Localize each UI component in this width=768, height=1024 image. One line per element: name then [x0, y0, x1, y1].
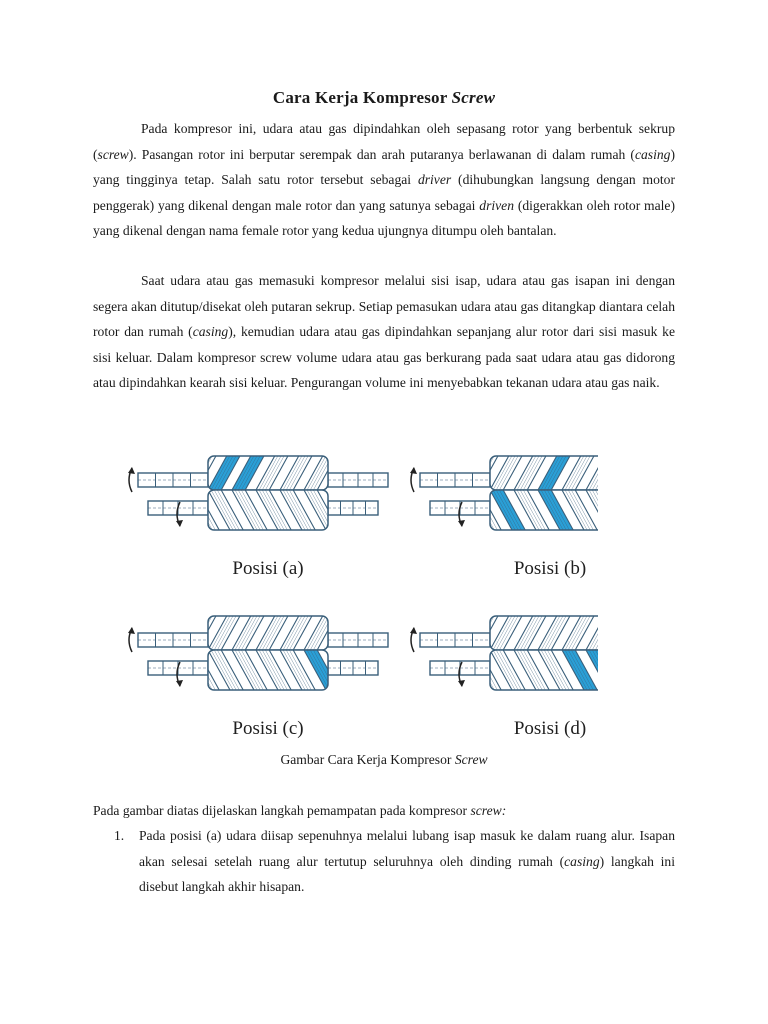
- text-run: Saat udara atau gas memasuki kompresor melalui sisi isap, udara atau gas isapan ini dengan segera akan ditutup/disekat oleh putaran sekrup. Setiap pemasukan udara atau gas ditangkap diantara celah rotor dan rumah (: [93, 273, 675, 340]
- rotation-arrow-bottom-head: [458, 680, 465, 687]
- paragraph-intro: [93, 116, 675, 244]
- text-run: ), kemudian udara atau gas dipindahkan sepanjang alur rotor dari sisi masuk ke sisi keluar. Dalam kompresor screw volume udara atau gas berkurang pada saat udara atau gas didorong atau dipindahkan kearah sisi keluar. Pengurangan volume ini menyebabkan tekanan udara atau gas naik.: [93, 324, 675, 391]
- rotation-arrow-top-head: [410, 627, 417, 634]
- compressor-panel-d: [410, 616, 598, 739]
- italic-term: screw: [97, 146, 129, 162]
- italic-term: driver: [417, 172, 452, 188]
- paragraph-process: [93, 268, 675, 396]
- text-run: ). Pasangan rotor ini berputar serempak dan arah putaranya berlawanan di dalam rumah (: [128, 146, 635, 162]
- list-item-number: 1.: [114, 828, 125, 843]
- text-run: ) langkah ini disebut langkah akhir hisapan.: [139, 853, 675, 895]
- title-text: Cara Kerja Kompresor: [272, 88, 452, 107]
- position-label: Posisi (c): [232, 718, 304, 739]
- paragraph-steps-intro: [93, 798, 675, 824]
- rotation-arrow-top-head: [128, 627, 135, 634]
- text-run: Pada posisi (a) udara diisap sepenuhnya melalui lubang isap masuk ke dalam ruang alur. Isapan akan selesai setelah ruang alur tertutup seluruhnya oleh dinding rumah (: [139, 828, 675, 869]
- list-item: [93, 823, 675, 900]
- steps-list: [93, 823, 675, 900]
- figure-caption: [0, 752, 768, 768]
- text-run: Pada gambar diatas dijelaskan langkah pemampatan pada kompresor: [93, 803, 471, 818]
- compressor-panel-a: [128, 456, 388, 579]
- title-italic-text: Screw: [451, 88, 496, 107]
- screw-compressor-figure: [118, 444, 598, 744]
- italic-term: screw:: [470, 803, 507, 818]
- position-label: Posisi (a): [232, 558, 304, 579]
- text-run: Pada kompresor ini, udara atau gas dipindahkan oleh sepasang rotor yang berbentuk sekrup (: [93, 121, 675, 162]
- rotation-arrow-top-head: [128, 467, 135, 474]
- rotation-arrow-bottom-head: [458, 520, 465, 527]
- document-title: [0, 88, 768, 108]
- italic-term: driven: [479, 197, 514, 213]
- list-item-text: [139, 828, 675, 894]
- position-label: Posisi (d): [513, 718, 587, 739]
- caption-text: Gambar Cara Kerja Kompresor: [280, 752, 455, 767]
- rotation-arrow-top-head: [410, 467, 417, 474]
- position-label: Posisi (b): [513, 558, 587, 579]
- italic-term: casing: [634, 146, 671, 162]
- italic-term: casing: [564, 853, 600, 869]
- compressor-panel-b: [410, 456, 598, 579]
- figure-drawing: [118, 444, 598, 744]
- rotation-arrow-bottom-head: [176, 520, 183, 527]
- text-run: (digerakkan oleh rotor male) yang dikenal dengan nama female rotor yang kedua ujungnya ditumpu oleh bantalan.: [93, 197, 675, 239]
- rotation-arrow-bottom-head: [176, 680, 183, 687]
- text-run: ) yang tingginya tetap. Salah satu rotor tersebut sebagai: [93, 146, 675, 188]
- italic-term: casing: [192, 324, 229, 340]
- caption-italic-text: Screw: [454, 752, 488, 767]
- text-run: (dihubungkan langsung dengan motor penggerak) yang dikenal dengan male rotor dan yang satunya sebagai: [93, 172, 676, 213]
- compressor-panel-c: [128, 616, 388, 739]
